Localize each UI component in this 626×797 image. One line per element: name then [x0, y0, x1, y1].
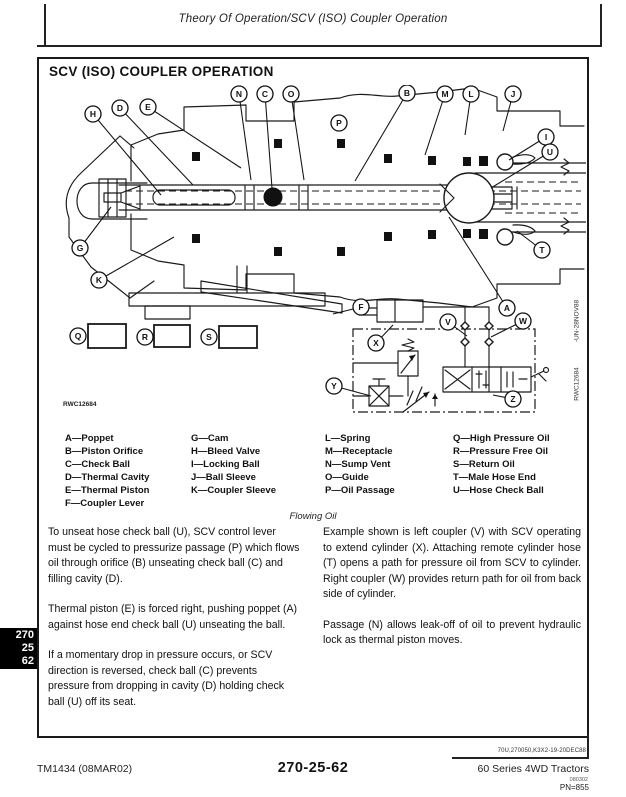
callout-circles — [70, 85, 558, 407]
callout-leader-M — [425, 94, 445, 155]
svg-text:J: J — [510, 89, 516, 99]
svg-text:Y: Y — [331, 381, 337, 391]
legend-item-A: A—Poppet — [65, 433, 114, 444]
body-paragraph: Example shown is left coupler (V) with SCV operating to extend cylinder (X). Attaching remote cylinder hose (T) opens a path for pressure oil from SCV to cylinder. Right coupler (W) provides return path for oil from back side of cylinder. — [323, 526, 581, 600]
legend-item-N: N—Sump Vent — [325, 458, 391, 470]
footer-product-name: 60 Series 4WD Tractors — [477, 763, 589, 775]
footer-doc-number: TM1434 (08MAR02) — [37, 763, 133, 775]
svg-text:Z: Z — [510, 394, 516, 404]
locking-balls — [497, 154, 535, 245]
body-paragraph: If a momentary drop in pressure occurs, or SCV direction is reversed, check ball (C) prevents pressure from dropping in cavity (D) holding check ball (U) off its seat. — [48, 649, 285, 708]
poppet — [104, 186, 140, 209]
legend-item-L: L—Spring — [325, 433, 371, 444]
callout-W — [515, 313, 531, 329]
callout-A — [499, 300, 515, 316]
callout-B — [399, 85, 415, 101]
svg-text:C: C — [261, 89, 269, 99]
scv-spool-valve — [443, 367, 549, 392]
svg-text:Q: Q — [74, 331, 82, 341]
legend-column-4 — [453, 433, 550, 498]
svg-text:M: M — [441, 89, 449, 99]
svg-text:T: T — [539, 245, 545, 255]
body-paragraph: To unseat hose check ball (U), SCV control lever must be cycled to pressurize passage (P) which flows oil through orifice (B) unseating check ball (C) and filling cavity (D). — [48, 526, 300, 585]
footer-notch-side — [587, 734, 589, 758]
callout-leader-A — [449, 217, 507, 308]
svg-text:E: E — [145, 102, 151, 112]
callout-C — [257, 86, 273, 102]
relief-valve — [353, 339, 418, 396]
legend-item-G: G—Cam — [191, 433, 229, 444]
callout-K — [91, 272, 107, 288]
footer-ref-code: 70U,270050,K3X2-19-20DEC88 — [497, 748, 586, 754]
svg-text:L: L — [468, 89, 474, 99]
svg-text:S: S — [206, 332, 212, 342]
check-ball — [264, 188, 282, 206]
callout-M — [437, 86, 453, 102]
callout-L — [463, 86, 479, 102]
coupler-housing — [116, 88, 586, 307]
callout-F — [353, 299, 369, 315]
callout-H — [85, 106, 101, 122]
svg-text:N: N — [235, 89, 243, 99]
legend-column-1 — [65, 433, 149, 510]
svg-text:B: B — [403, 88, 411, 98]
body-paragraph: Passage (N) allows leak-off of oil to prevent hydraulic lock as thermal piston moves. — [323, 618, 581, 646]
callout-J — [505, 86, 521, 102]
header-tick-right — [600, 4, 602, 45]
callout-Y — [326, 378, 342, 394]
legend-item-B: B—Piston Orifice — [65, 445, 144, 457]
legend-column-3 — [325, 433, 395, 498]
section-tab — [0, 628, 37, 669]
callout-N — [231, 86, 247, 102]
pilot-valve — [353, 379, 403, 406]
section-tab-line: 62 — [21, 655, 34, 667]
coupler-cross-section-diagram — [41, 85, 586, 430]
section-tab-line: 270 — [15, 629, 34, 641]
legend-item-U: U—Hose Check Ball — [453, 484, 544, 496]
legend-item-P: P—Oil Passage — [325, 484, 395, 496]
callout-leader-N — [239, 94, 251, 180]
legend-item-D: D—Thermal Cavity — [65, 471, 150, 483]
svg-text:A: A — [503, 303, 511, 313]
callout-D — [112, 100, 128, 116]
legend-item-K: K—Coupler Sleeve — [191, 484, 276, 496]
margin-figure-id: RWC12684 — [573, 367, 581, 401]
figure-caption: Flowing Oil — [289, 511, 337, 522]
callout-O — [283, 86, 299, 102]
svg-text:F: F — [358, 302, 364, 312]
legend-item-H: H—Bleed Valve — [191, 445, 261, 457]
header-tick-left — [44, 4, 46, 45]
footer-part-number: PN=855 — [559, 783, 589, 792]
svg-text:G: G — [76, 243, 84, 253]
callout-leader-lines — [80, 93, 550, 399]
callout-leader-K — [99, 237, 174, 280]
oil-legend-boxes — [88, 324, 257, 348]
running-header-title: Theory Of Operation/SCV (ISO) Coupler Operation — [178, 13, 448, 25]
svg-text:P: P — [336, 118, 342, 128]
callout-leader-C — [265, 94, 272, 188]
callout-E — [140, 99, 156, 115]
svg-text:U: U — [546, 147, 554, 157]
legend-item-Q: Q—High Pressure Oil — [453, 433, 550, 444]
callout-R — [137, 329, 153, 345]
svg-text:W: W — [518, 316, 528, 326]
body-column-right — [323, 525, 581, 664]
callout-S — [201, 329, 217, 345]
svg-text:I: I — [544, 132, 548, 142]
svg-text:K: K — [95, 275, 103, 285]
margin-date-code: -UN-28NOV88 — [573, 299, 581, 343]
mounting-bracket — [129, 266, 342, 319]
centerlines — [125, 182, 581, 213]
svg-text:R: R — [141, 332, 149, 342]
body-column-left — [48, 525, 300, 725]
section-tab-line: 25 — [21, 642, 34, 654]
callout-leader-O — [291, 94, 304, 180]
svg-text:H: H — [89, 109, 97, 119]
callout-T — [534, 242, 550, 258]
legend-item-T: T—Male Hose End — [453, 471, 536, 483]
section-title: SCV (ISO) COUPLER OPERATION — [49, 64, 274, 79]
legend-item-M: M—Receptacle — [325, 445, 393, 457]
legend-item-O: O—Guide — [325, 471, 369, 483]
legend-item-S: S—Return Oil — [453, 458, 515, 470]
callout-X — [368, 335, 384, 351]
callout-Q — [70, 328, 86, 344]
callout-U — [542, 144, 558, 160]
footer-page-number: 270-25-62 — [277, 760, 349, 776]
callout-I — [538, 129, 554, 145]
legend-item-J: J—Ball Sleeve — [191, 471, 256, 483]
callout-G — [72, 240, 88, 256]
coupler-check-symbols — [461, 322, 493, 346]
legend-item-I: I—Locking Ball — [191, 458, 260, 470]
header-rule — [37, 45, 602, 47]
hose-check-ball — [440, 173, 494, 223]
legend-item-F: F—Coupler Lever — [65, 497, 145, 509]
callout-Z — [505, 391, 521, 407]
callout-P — [331, 115, 347, 131]
body-paragraph: Thermal piston (E) is forced right, pushing poppet (A) against hose end check ball (U) unseating the ball. — [48, 603, 298, 631]
callout-V — [440, 314, 456, 330]
svg-text:D: D — [116, 103, 124, 113]
figure-id: RWC12684 — [63, 401, 97, 408]
svg-text:O: O — [287, 89, 295, 99]
legend-column-2 — [191, 433, 276, 498]
legend-item-C: C—Check Ball — [65, 458, 130, 470]
svg-text:X: X — [373, 338, 379, 348]
svg-text:V: V — [445, 317, 451, 327]
footer-notch-line — [452, 757, 589, 759]
legend-item-R: R—Pressure Free Oil — [453, 445, 549, 457]
callout-leader-B — [355, 93, 407, 181]
footer-date-code: 080302 — [569, 777, 588, 783]
legend-item-E: E—Thermal Piston — [65, 484, 150, 496]
content-box — [37, 57, 589, 738]
